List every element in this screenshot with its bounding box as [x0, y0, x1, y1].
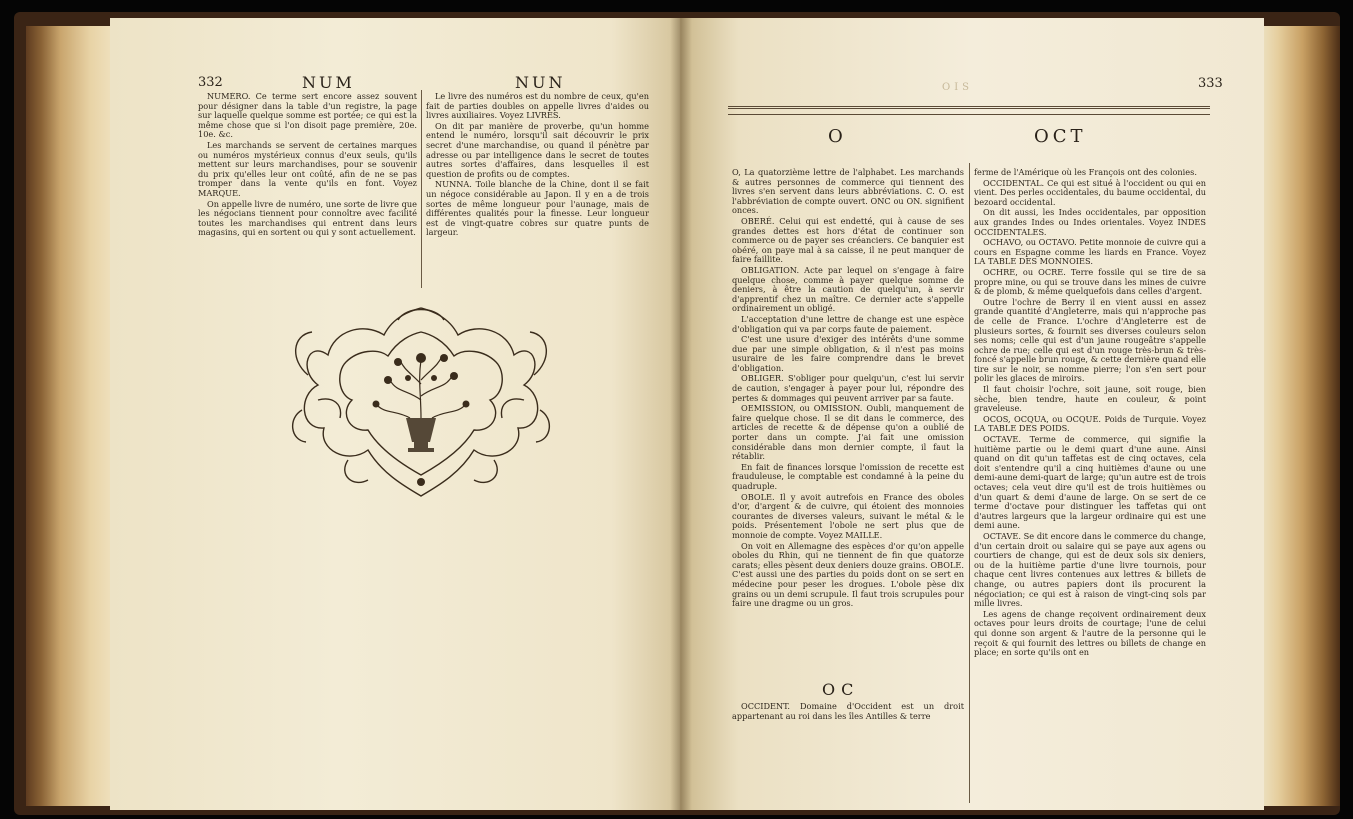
paragraph: OCCIDENT. Domaine d'Occident est un droit appartenant au roi dans les îles Antilles & terre [732, 702, 964, 721]
paragraph: OEMISSION, ou OMISSION. Oubli, manquement de faire quelque chose. Il se dit dans le commerce, des articles de recette & de dépense qu'on a oublié de porter dans un compte. J'ai fait une omission considérable dans mon dernier compte, il faut la rétablir. [732, 403, 964, 462]
paragraph: NUMÉRO. Ce terme sert encore assez souvent pour désigner dans la table d'un registre, la page sur laquelle quelque somme est portée; ce qui est la même chose que si l'on disoit page première, 20e. 10e. &c. [198, 92, 417, 140]
left-column-2 [426, 92, 649, 292]
column-divider-right [969, 163, 970, 803]
section-heading-oc: OC [822, 680, 860, 699]
paragraph: Le livre des numéros est du nombre de ceux, qu'en fait de parties doubles on appelle livres d'aides ou livres auxiliaires. Voyez LIVRES. [426, 92, 649, 121]
right-page [680, 18, 1264, 810]
paragraph: ferme de l'Amérique où les François ont des colonies. [974, 168, 1197, 177]
paragraph: Les marchands se servent de certaines marques ou numéros mystérieux connus d'eux seuls, qu'ils mettent sur leurs marchandises, pour se souvenir du prix qu'elles leur ont coûté, afin de ne se pas tromper dans la vente qu'ils en font. Voyez MARQUE. [198, 139, 417, 198]
paragraph: O, La quatorzième lettre de l'alphabet. Les marchands & autres personnes de commerce qui tiennent des livres s'en servent dans leurs abbréviations. C. O. est l'abbréviation de compte ouvert. ONC ou ON. signifient onces. [732, 168, 964, 216]
paragraph: Il faut choisir l'ochre, soit jaune, soit rouge, bien sèche, bien tendre, haute en couleur, & point graveleuse. [974, 384, 1206, 414]
paragraph: OBLIGER. S'obliger pour quelqu'un, c'est lui servir de caution, s'engager à payer pour lui, répondre des pertes & dommages qui peuvent arriver par sa faute. [732, 373, 964, 403]
bleed-through-text: OIS [942, 82, 973, 93]
ornamental-vignette [288, 300, 554, 500]
paragraph: On appelle livre de numéro, une sorte de livre que les négocians tiennent pour connoître avec facilité toutes les marchandises qui entrent dans leurs magasins, qui en sortent ou qui y sont actuellement. [198, 198, 417, 238]
column-divider-left [421, 90, 422, 288]
paragraph: On voit en Allemagne des espèces d'or qu'on appelle oboles du Rhin, qui ne tiennent de fin que quatorze carats; elles pèsent deux deniers douze grains. OBOLE. C'est aussi une des parties du poids dont on se sert en médecine pour peser les drogues. L'obole pèse dix grains ou un demi scrupule. Il faut trois scrupules pour faire une dragme ou un gros. [732, 540, 964, 609]
paragraph: OCHAVO, ou OCTAVO. Petite monnoie de cuivre qui a cours en Espagne comme les liards en France. Voyez LA TABLE DES MONNOIES. [974, 237, 1206, 267]
paragraph: OCTAVE. Se dit encore dans le commerce du change, d'un certain droit ou salaire qui se paye aux agens ou courtiers de change, qui est de deux sols six deniers, ou de la huitième partie d'une livre tournois, pour chaque cent livres contenues aux lettres & billets de change, ou autres papiers dont ils procurent la négociation; ce qui est à raison de vingt-cinq sols par mille livres. [974, 530, 1206, 609]
section-heading-oct: OCT [1034, 126, 1087, 147]
left-running-head-1: NUM [302, 73, 355, 92]
paragraph: Les agens de change reçoivent ordinairement deux octaves pour leurs droits de courtage; l'une de celui qui donne son argent & l'autre de la personne qui le reçoit & qui fournit des lettres ou billets de change en place; en sorte qu'ils ont en [974, 608, 1206, 658]
paragraph: OCCIDENTAL. Ce qui est situé à l'occident ou qui en vient. Des perles occidentales, du baume occidental, du bezoard occidental. [974, 177, 1206, 207]
page-edges-right [1262, 26, 1340, 806]
paragraph: OCTAVE. Terme de commerce, qui signifie la huitième partie ou le demi quart d'une aune. Ainsi quand on dit qu'un taffetas est de cinq octaves, cela doit s'entendre qu'il a cinq huitièmes d'aune ou une demi-aune demi-quart de large; qu'un autre est de trois octaves; cela veut dire qu'il est de trois huitièmes ou d'un quart & demi d'aune de large. On se sert de ce terme d'octave pour distinguer les taffetas qui ont d'autres largeurs que la largeur ordinaire qui est une demi aune. [974, 434, 1206, 531]
paragraph: OBLIGATION. Acte par lequel on s'engage à faire quelque chose, comme à payer quelque somme de deniers, à être la caution de quelqu'un, à servir d'apprentif chez un maître. Ce dernier acte s'appelle ordinairement un obligé. [732, 264, 964, 314]
left-page [110, 18, 680, 810]
paragraph: En fait de finances lorsque l'omission de recette est frauduleuse, le comptable est condamné à la peine du quadruple. [732, 461, 964, 491]
right-column-1-tail [732, 702, 964, 742]
left-page-number: 332 [198, 75, 223, 90]
left-running-head-2: NUN [515, 73, 566, 92]
paragraph: On dit aussi, les Indes occidentales, par opposition aux grandes Indes ou Indes orientales. Voyez INDES OCCIDENTALES. [974, 207, 1206, 237]
section-heading-o: O [828, 126, 847, 147]
paragraph: OCHRE, ou OCRE. Terre fossile qui se tire de sa propre mine, ou qui se trouve dans les mines de cuivre & de plomb, & même quelquefois dans celles d'argent. [974, 266, 1206, 297]
paragraph: Outre l'ochre de Berry il en vient aussi en assez grande quantité d'Angleterre, mais qui n'approche pas de celle de France. L'ochre d'Angleterre est de plusieurs sortes, & fournit ses diverses couleurs selon ses noms; celle qui est d'un jaune rougeâtre s'appelle ochre de rue; celle qui est d'un rouge très-brun & très-foncé s'appelle brun rouge, & cette dernière quand elle tire sur le noir, se nomme pierre; l'on s'en sert pour polir les glaces de miroirs. [974, 296, 1206, 384]
paragraph: L'acceptation d'une lettre de change est une espèce d'obligation qui va par corps faute de paiement. [732, 313, 964, 334]
paragraph: OBERÉ. Celui qui est endetté, qui à cause de ses grandes dettes est hors d'état de continuer son commerce ou de payer ses créanciers. Ce banquier est obéré, on paye mal à sa caisse, il ne peut manquer de faire faillite. [732, 215, 964, 265]
page-edges-left [26, 26, 112, 806]
header-double-rule [728, 106, 1210, 109]
paragraph: NUNNA. Toile blanche de la Chine, dont il se fait un négoce considérable au Japon. Il y en a de trois sortes de même longueur pour l'aunage, mais de différentes qualités pour la finesse. Leur longueur est de vingt-quatre cobres sur quatre punts de largeur. [426, 179, 649, 238]
book-gutter [670, 18, 692, 810]
header-rule [728, 114, 1210, 115]
right-column-1 [732, 168, 964, 680]
paragraph: OBOLE. Il y avoit autrefois en France des oboles d'or, d'argent & de cuivre, qui étoient des monnoies courantes de diverses valeurs, suivant le métal & le poids. Présentement l'obole ne sert plus que de monnoie de compte. Voyez MAILLE. [732, 491, 964, 540]
paragraph: On dit par manière de proverbe, qu'un homme entend le numéro, lorsqu'il sait découvrir le prix secret d'une marchandise, ou quand il pénètre par adresse ou par intelligence dans le secret de toutes autres sortes d'affaires, dans lesquelles il est question de profits ou de comptes. [426, 120, 649, 179]
left-column-1 [198, 92, 417, 292]
paragraph: OCOS, OCQUA, ou OCQUE. Poids de Turquie. Voyez LA TABLE DES POIDS. [974, 413, 1206, 434]
paragraph: C'est une usure d'exiger des intérêts d'une somme due par une simple obligation, & il n'est pas moins usuraire de les faire comprendre dans le brevet d'obligation. [732, 334, 964, 373]
right-column-2 [974, 168, 1206, 800]
right-page-number: 333 [1198, 76, 1223, 91]
